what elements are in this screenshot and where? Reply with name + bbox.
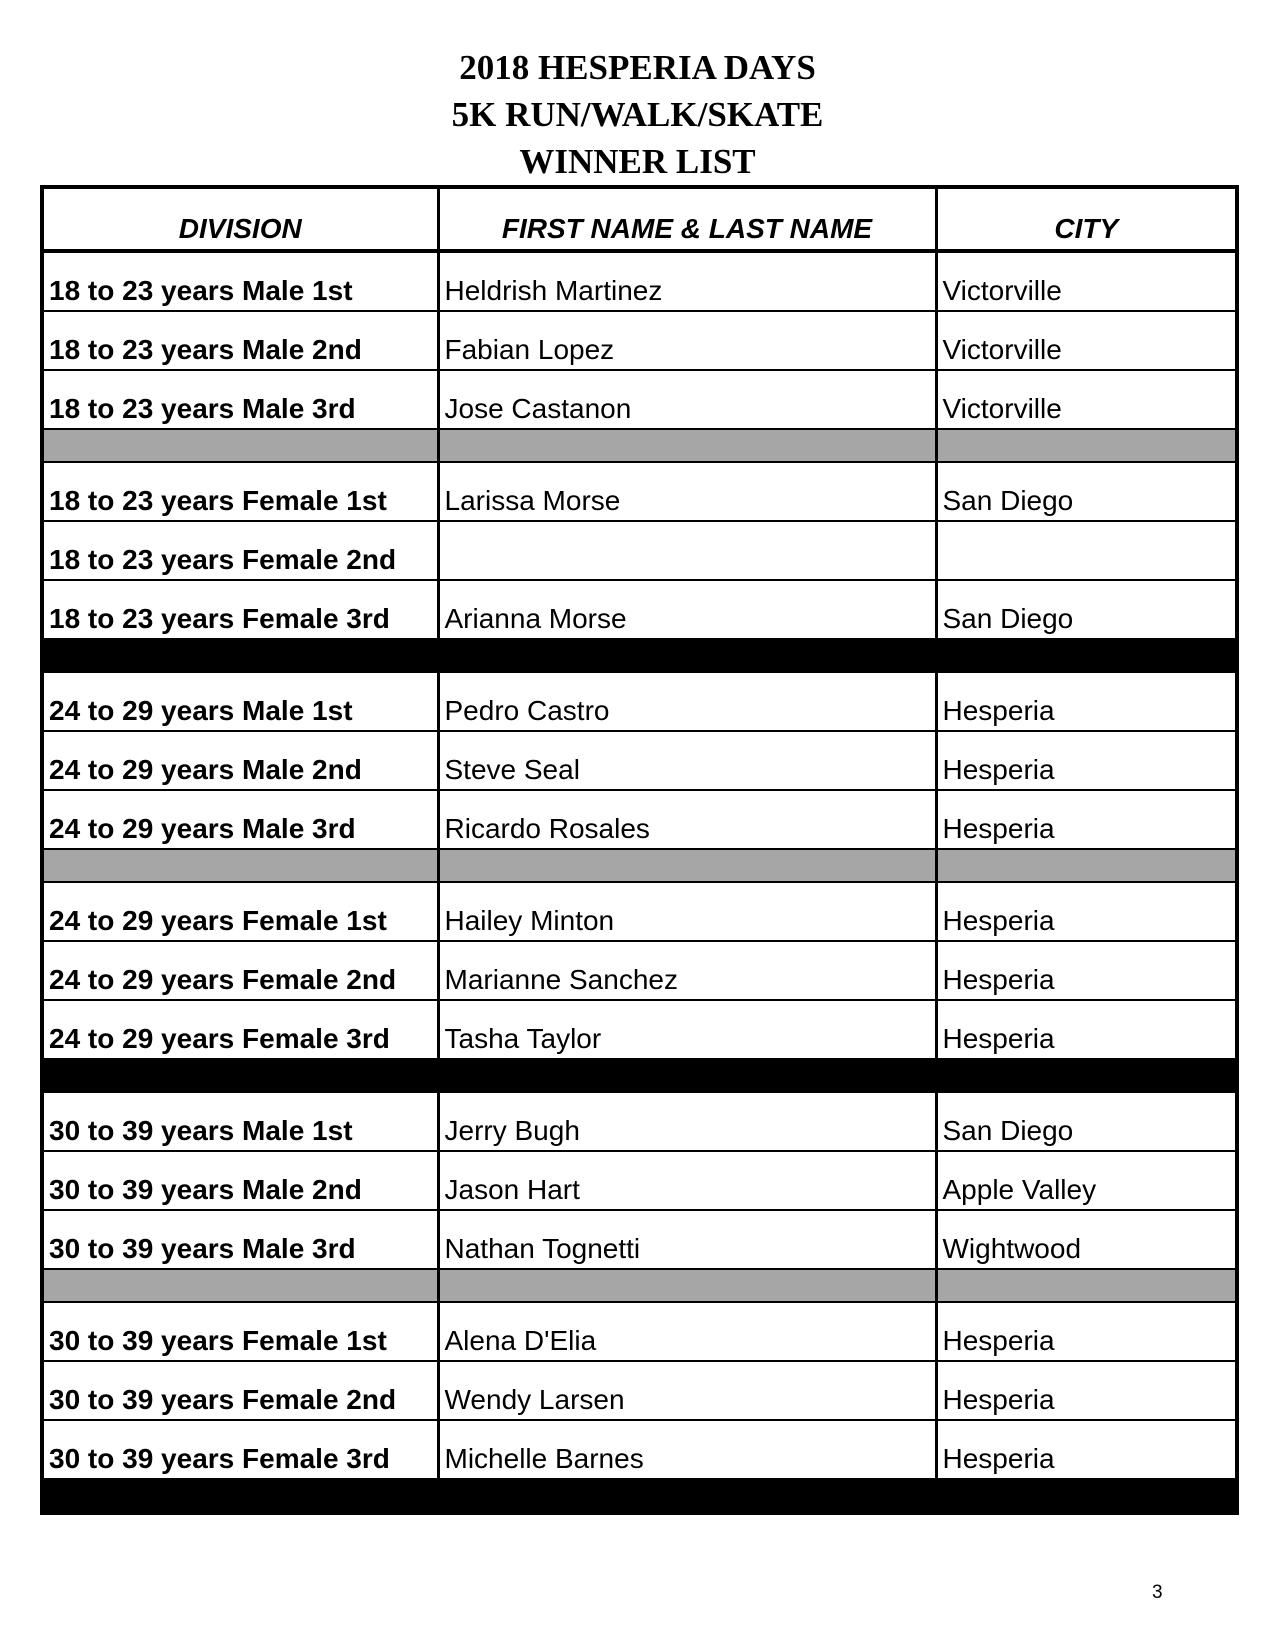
- table-row: [42, 251, 1237, 311]
- black-separator-row: [42, 1059, 1237, 1092]
- black-separator-row: [42, 1479, 1237, 1513]
- division-cell: 24 to 29 years Male 2nd: [42, 731, 438, 790]
- gray-separator-row: [42, 1269, 1237, 1302]
- document-title-line2: 5K RUN/WALK/SKATE: [451, 95, 824, 134]
- division-cell: 30 to 39 years Female 2nd: [42, 1361, 438, 1420]
- name-cell: Jerry Bugh: [438, 1092, 936, 1151]
- division-cell: 18 to 23 years Female 2nd: [42, 521, 438, 580]
- name-cell: Wendy Larsen: [438, 1361, 936, 1420]
- table-row: [42, 1210, 1237, 1269]
- gray-separator-row: [42, 429, 1237, 462]
- city-cell: Hesperia: [936, 1302, 1237, 1361]
- city-cell: [936, 521, 1237, 580]
- city-cell: San Diego: [936, 462, 1237, 521]
- division-cell: 18 to 23 years Female 1st: [42, 462, 438, 521]
- name-cell: Steve Seal: [438, 731, 936, 790]
- table-row: [42, 672, 1237, 731]
- name-cell: Marianne Sanchez: [438, 941, 936, 1000]
- division-cell: 24 to 29 years Male 3rd: [42, 790, 438, 849]
- division-cell: 24 to 29 years Female 2nd: [42, 941, 438, 1000]
- table-row: [42, 790, 1237, 849]
- table-row: [42, 1361, 1237, 1420]
- division-cell: 30 to 39 years Male 1st: [42, 1092, 438, 1151]
- division-cell: 30 to 39 years Male 3rd: [42, 1210, 438, 1269]
- division-cell: 24 to 29 years Male 1st: [42, 672, 438, 731]
- name-cell: Jose Castanon: [438, 370, 936, 429]
- name-cell: [438, 521, 936, 580]
- column-header-city: CITY: [936, 187, 1237, 251]
- division-cell: 30 to 39 years Male 2nd: [42, 1151, 438, 1210]
- division-cell: 24 to 29 years Female 3rd: [42, 1000, 438, 1059]
- table-row: [42, 882, 1237, 941]
- name-cell: Pedro Castro: [438, 672, 936, 731]
- city-cell: Hesperia: [936, 1420, 1237, 1479]
- city-cell: Hesperia: [936, 731, 1237, 790]
- division-cell: 18 to 23 years Male 3rd: [42, 370, 438, 429]
- document-title-line1: 2018 HESPERIA DAYS: [459, 48, 816, 87]
- table-row: [42, 311, 1237, 370]
- city-cell: San Diego: [936, 580, 1237, 639]
- division-cell: 18 to 23 years Male 2nd: [42, 311, 438, 370]
- city-cell: San Diego: [936, 1092, 1237, 1151]
- name-cell: Hailey Minton: [438, 882, 936, 941]
- table-row: [42, 1151, 1237, 1210]
- table-row: [42, 1092, 1237, 1151]
- city-cell: Apple Valley: [936, 1151, 1237, 1210]
- winner-table: [40, 185, 1239, 1515]
- city-cell: Victorville: [936, 251, 1237, 311]
- city-cell: Victorville: [936, 370, 1237, 429]
- city-cell: Hesperia: [936, 1000, 1237, 1059]
- city-cell: Hesperia: [936, 882, 1237, 941]
- table-row: [42, 370, 1237, 429]
- name-cell: Arianna Morse: [438, 580, 936, 639]
- division-cell: 24 to 29 years Female 1st: [42, 882, 438, 941]
- name-cell: Jason Hart: [438, 1151, 936, 1210]
- name-cell: Michelle Barnes: [438, 1420, 936, 1479]
- name-cell: Ricardo Rosales: [438, 790, 936, 849]
- city-cell: Hesperia: [936, 672, 1237, 731]
- table-row: [42, 731, 1237, 790]
- name-cell: Larissa Morse: [438, 462, 936, 521]
- name-cell: Fabian Lopez: [438, 311, 936, 370]
- city-cell: Victorville: [936, 311, 1237, 370]
- table-row: [42, 462, 1237, 521]
- division-cell: 18 to 23 years Female 3rd: [42, 580, 438, 639]
- division-cell: 30 to 39 years Female 1st: [42, 1302, 438, 1361]
- column-header-name: FIRST NAME & LAST NAME: [438, 187, 936, 251]
- name-cell: Heldrish Martinez: [438, 251, 936, 311]
- name-cell: Tasha Taylor: [438, 1000, 936, 1059]
- gray-separator-row: [42, 849, 1237, 882]
- division-cell: 30 to 39 years Female 3rd: [42, 1420, 438, 1479]
- city-cell: Hesperia: [936, 941, 1237, 1000]
- table-row: [42, 1302, 1237, 1361]
- table-row: [42, 1000, 1237, 1059]
- table-row: [42, 521, 1237, 580]
- document-title-line3: WINNER LIST: [519, 142, 756, 181]
- page-number: 3: [1152, 1582, 1163, 1603]
- black-separator-row: [42, 639, 1237, 672]
- name-cell: Alena D'Elia: [438, 1302, 936, 1361]
- table-row: [42, 580, 1237, 639]
- table-row: [42, 1420, 1237, 1479]
- city-cell: Hesperia: [936, 790, 1237, 849]
- city-cell: Hesperia: [936, 1361, 1237, 1420]
- table-header-row: [42, 187, 1237, 251]
- name-cell: Nathan Tognetti: [438, 1210, 936, 1269]
- table-row: [42, 941, 1237, 1000]
- column-header-division: DIVISION: [42, 187, 438, 251]
- division-cell: 18 to 23 years Male 1st: [42, 251, 438, 311]
- city-cell: Wightwood: [936, 1210, 1237, 1269]
